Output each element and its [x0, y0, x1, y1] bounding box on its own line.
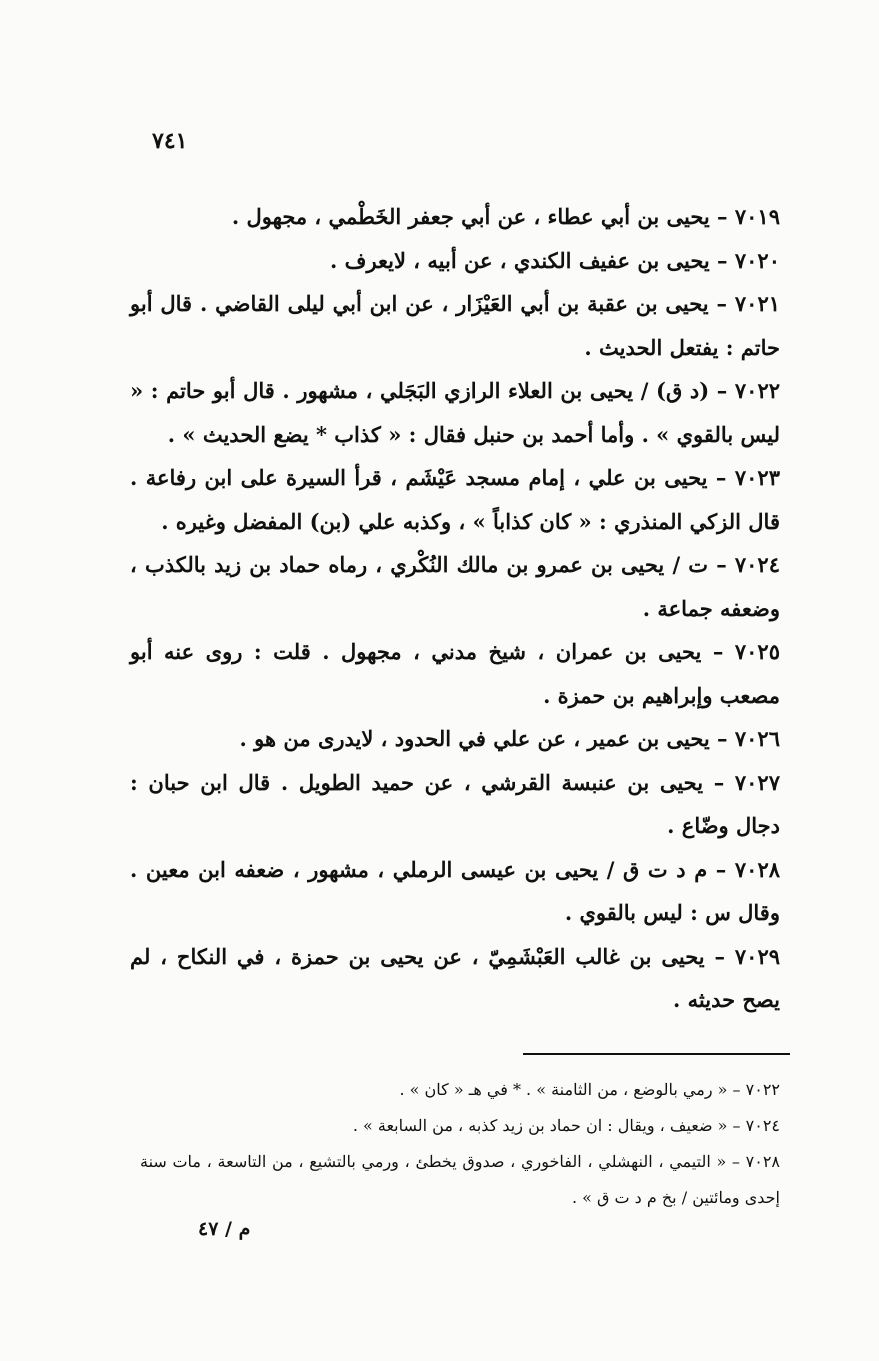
entry-number: ٧٠٢٧ [734, 769, 780, 795]
entry [130, 935, 780, 1022]
entry-number: ٧٠٢٤ [734, 552, 780, 577]
entry-number: ٧٠١٩ [734, 204, 780, 229]
entry-text: – يحيى بن أبي عطاء ، عن أبي جعفر الخَطْمي ، مجهول . [231, 204, 728, 229]
entries-list [130, 195, 780, 1022]
entry-number: ٧٠٢١ [734, 291, 781, 316]
footnote-text: – « رمي بالوضع ، من الثامنة » . * في هـ « كان » . [399, 1080, 741, 1099]
entry [130, 543, 780, 630]
entry-text: – م د ت ق / يحيى بن عيسى الرملي ، مشهور ، ضعفه ابن معين . وقال س : ليس بالقوي . [130, 856, 780, 925]
entry-number: ٧٠٢٩ [734, 943, 781, 969]
entry-number: ٧٠٢٨ [734, 856, 781, 882]
entry [130, 630, 780, 717]
entry [130, 195, 780, 239]
entry-number: ٧٠٢٠ [734, 247, 780, 273]
entry-text: – يحيى بن عمران ، شيخ مدني ، مجهول . قلت : روى عنه أبو مصعب وإبراهيم بن حمزة . [130, 639, 780, 708]
entry-text: – (د ق) / يحيى بن العلاء الرازي البَجَلي ، مشهور . قال أبو حاتم : « ليس بالقوي » . وأما أحمد بن حنبل فقال : « كذاب * يضع الحديث » . [130, 378, 780, 447]
entry-number: ٧٠٢٣ [734, 465, 780, 490]
entry-text: – يحيى بن عقبة بن أبي العَيْزَار ، عن ابن أبي ليلى القاضي . قال أبو حاتم : يفتعل الحديث . [130, 291, 780, 360]
entry [130, 848, 780, 935]
entry [130, 239, 780, 283]
entry-number: ٧٠٢٥ [734, 639, 780, 664]
footnote-number: ٧٠٢٤ [745, 1116, 780, 1135]
entry [130, 761, 780, 848]
entry-text: – يحيى بن علي ، إمام مسجد عَيْشَم ، قرأ السيرة على ابن رفاعة . قال الزكي المنذري : « كان كذاباً » ، وكذبه علي (بن) المفضل وغيره . [130, 465, 780, 534]
entry-text: – يحيى بن غالب العَبْشَمِيّ ، عن يحيى بن حمزة ، في النكاح ، لم يصح حديثه . [130, 943, 780, 1012]
page-number: ٧٤١ [152, 128, 188, 154]
footnotes-list [140, 1072, 780, 1216]
entry-text: – يحيى بن عمير ، عن علي في الحدود ، لايدرى من هو . [239, 726, 728, 751]
footnote [140, 1144, 780, 1216]
entry [130, 717, 780, 761]
entry-text: – يحيى بن عنبسة القرشي ، عن حميد الطويل . قال ابن حبان : دجال وضّاع . [130, 769, 780, 838]
entry-text: – ت / يحيى بن عمرو بن مالك النُكْري ، رماه حماد بن زيد بالكذب ، وضعفه جماعة . [130, 552, 780, 621]
footnote [140, 1108, 780, 1144]
printer-signature: م / ٤٧ [198, 1218, 251, 1240]
footnote-text: – « التيمي ، النهشلي ، الفاخوري ، صدوق يخطئ ، ورمي بالتشيع ، من التاسعة ، مات سنة إحدى ومائتين / بخ م د ت ق » . [140, 1152, 780, 1207]
footnote-text: – « ضعيف ، ويقال : ان حماد بن زيد كذبه ، من السابعة » . [352, 1116, 741, 1135]
footnote-number: ٧٠٢٨ [745, 1152, 780, 1171]
entry-text: – يحيى بن عفيف الكندي ، عن أبيه ، لايعرف . [330, 247, 728, 273]
footnote-divider [523, 1053, 790, 1055]
entry [130, 369, 780, 456]
footnote-number: ٧٠٢٢ [745, 1080, 780, 1099]
entry [130, 282, 780, 369]
entry [130, 456, 780, 543]
entry-number: ٧٠٢٦ [734, 726, 780, 751]
footnote [140, 1072, 780, 1108]
entry-number: ٧٠٢٢ [734, 378, 781, 403]
